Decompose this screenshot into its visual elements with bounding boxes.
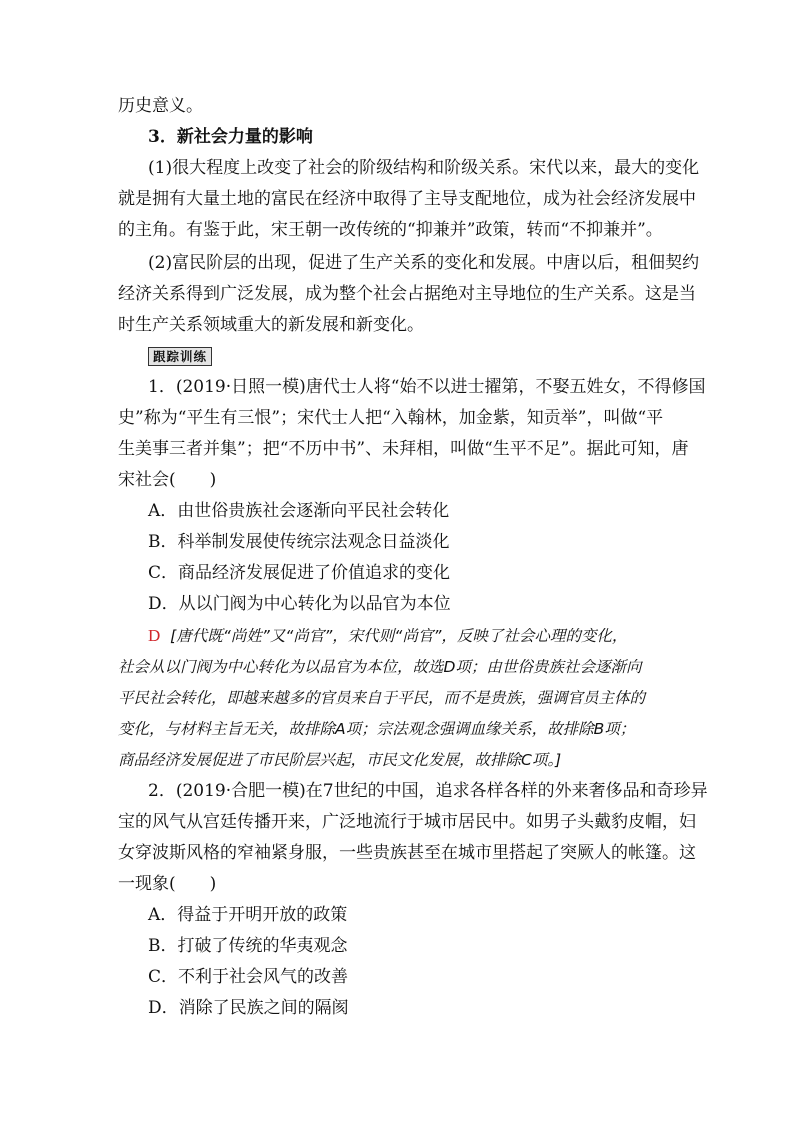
question-1-explanation-line: 社会从以门阀为中心转化为以品官为本位，故选D项；由世俗贵族社会逐渐向 [118,658,642,676]
question-2-option-c: C．不利于社会风气的改善 [148,967,349,987]
intro-tail: 历史意义。 [118,96,203,116]
question-1-option-c: C．商品经济发展促进了价值追求的变化 [148,563,451,583]
question-2-option-a: A．得益于开明开放的政策 [148,905,348,925]
question-2-option-d: D．消除了民族之间的隔阂 [148,998,349,1018]
paragraph-2-line: (2)富民阶层的出现，促进了生产关系的变化和发展。中唐以后，租佃契约 [148,253,700,273]
question-1-stem-line: 生美事三者并集”；把“不历中书”、未拜相，叫做“生平不足”。据此可知，唐 [118,439,689,459]
question-1-explanation-text: [唐代既“尚姓”又“尚官”，宋代则“尚官”，反映了社会心理的变化， [170,627,628,645]
question-1-option-d: D．从以门阀为中心转化为以品官为本位 [148,594,451,614]
question-1-stem-line: 1．(2019·日照一模)唐代士人将“始不以进士擢第，不娶五姓女，不得修国 [148,377,706,397]
section-3-title: 3．新社会力量的影响 [148,127,313,147]
question-2-stem-line: 宝的风气从宫廷传播开来，广泛地流行于城市居民中。如男子头戴豹皮帽，妇 [118,812,696,832]
question-1-explanation-line [148,625,627,647]
paragraph-1-line: 的主角。有鉴于此，宋王朝一改传统的“抑兼并”政策，转而“不抑兼并”。 [118,220,663,240]
question-1-explanation-line: 平民社会转化，即越来越多的官员来自于平民，而不是贵族，强调官员主体的 [118,689,646,707]
question-2-stem-line: 一现象( ) [118,874,217,894]
question-1-answer-letter: D [148,626,161,645]
question-1-stem-line: 史”称为“平生有三恨”；宋代士人把“入翰林，加金紫，知贡举”，叫做“平 [118,408,664,428]
paragraph-1-line: 就是拥有大量土地的富民在经济中取得了主导支配地位，成为社会经济发展中 [118,189,696,209]
practice-section-tag: 跟踪训练 [148,347,212,366]
question-1-option-a: A．由世俗贵族社会逐渐向平民社会转化 [148,501,450,521]
question-2-stem-line: 2．(2019·合肥一模)在7世纪的中国，追求各样各样的外来奢侈品和奇珍异 [148,781,708,801]
question-1-option-b: B．科举制发展使传统宗法观念日益淡化 [148,532,450,552]
question-2-option-b: B．打破了传统的华夷观念 [148,936,348,956]
paragraph-2-line: 经济关系得到广泛发展，成为整个社会占据绝对主导地位的生产关系。这是当 [118,284,696,304]
question-1-stem-line: 宋社会( ) [118,470,217,490]
question-1-explanation-line: 商品经济发展促进了市民阶层兴起，市民文化发展，故排除C项。] [118,751,562,769]
question-2-stem-line: 女穿波斯风格的窄袖紧身服，一些贵族甚至在城市里搭起了突厥人的帐篷。这 [118,843,696,863]
paragraph-1-line: (1)很大程度上改变了社会的阶级结构和阶级关系。宋代以来，最大的变化 [148,158,700,178]
question-1-explanation-line: 变化，与材料主旨无关，故排除A项；宗法观念强调血缘关系，故排除B项； [118,720,636,738]
paragraph-2-line: 时生产关系领域重大的新发展和新变化。 [118,315,424,335]
